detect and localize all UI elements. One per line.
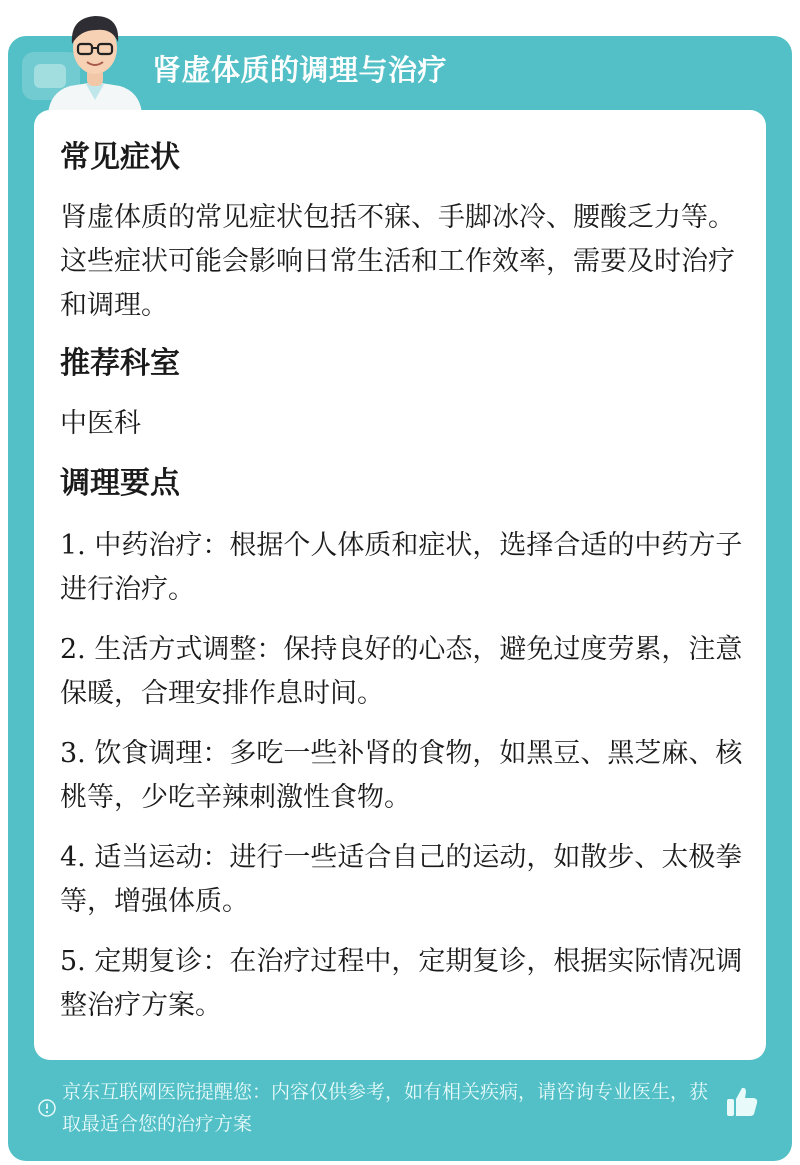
list-item: 2. 生活方式调整：保持良好的心态，避免过度劳累，注意保暖，合理安排作息时间。: [60, 634, 743, 709]
symptoms-text: 肾虚体质的常见症状包括不寐、手脚冰冷、腰酸乏力等。这些症状可能会影响日常生活和工作效率，需要及时治疗和调理。: [60, 202, 735, 321]
page-title: 肾虚体质的调理与治疗: [152, 53, 448, 87]
doctor-avatar-icon: [40, 4, 150, 114]
department-heading: 推荐科室: [60, 346, 180, 381]
points-heading: 调理要点: [60, 466, 180, 501]
thumbs-up-icon[interactable]: [724, 1084, 760, 1120]
content-card: [34, 110, 766, 1060]
list-item: 1. 中药治疗：根据个人体质和症状，选择合适的中药方子进行治疗。: [60, 530, 743, 605]
list-item: 4. 适当运动：进行一些适合自己的运动，如散步、太极拳等，增强体质。: [60, 842, 743, 917]
info-icon: [37, 1098, 57, 1118]
department-text: 中医科: [60, 408, 141, 439]
disclaimer-text: 京东互联网医院提醒您：内容仅供参考，如有相关疾病，请咨询专业医生，获取最适合您的治疗方案: [62, 1081, 709, 1135]
list-item: 3. 饮食调理：多吃一些补肾的食物，如黑豆、黑芝麻、核桃等，少吃辛辣刺激性食物。: [60, 738, 743, 813]
symptoms-heading: 常见症状: [60, 140, 180, 175]
list-item: 5. 定期复诊：在治疗过程中，定期复诊，根据实际情况调整治疗方案。: [60, 946, 743, 1021]
